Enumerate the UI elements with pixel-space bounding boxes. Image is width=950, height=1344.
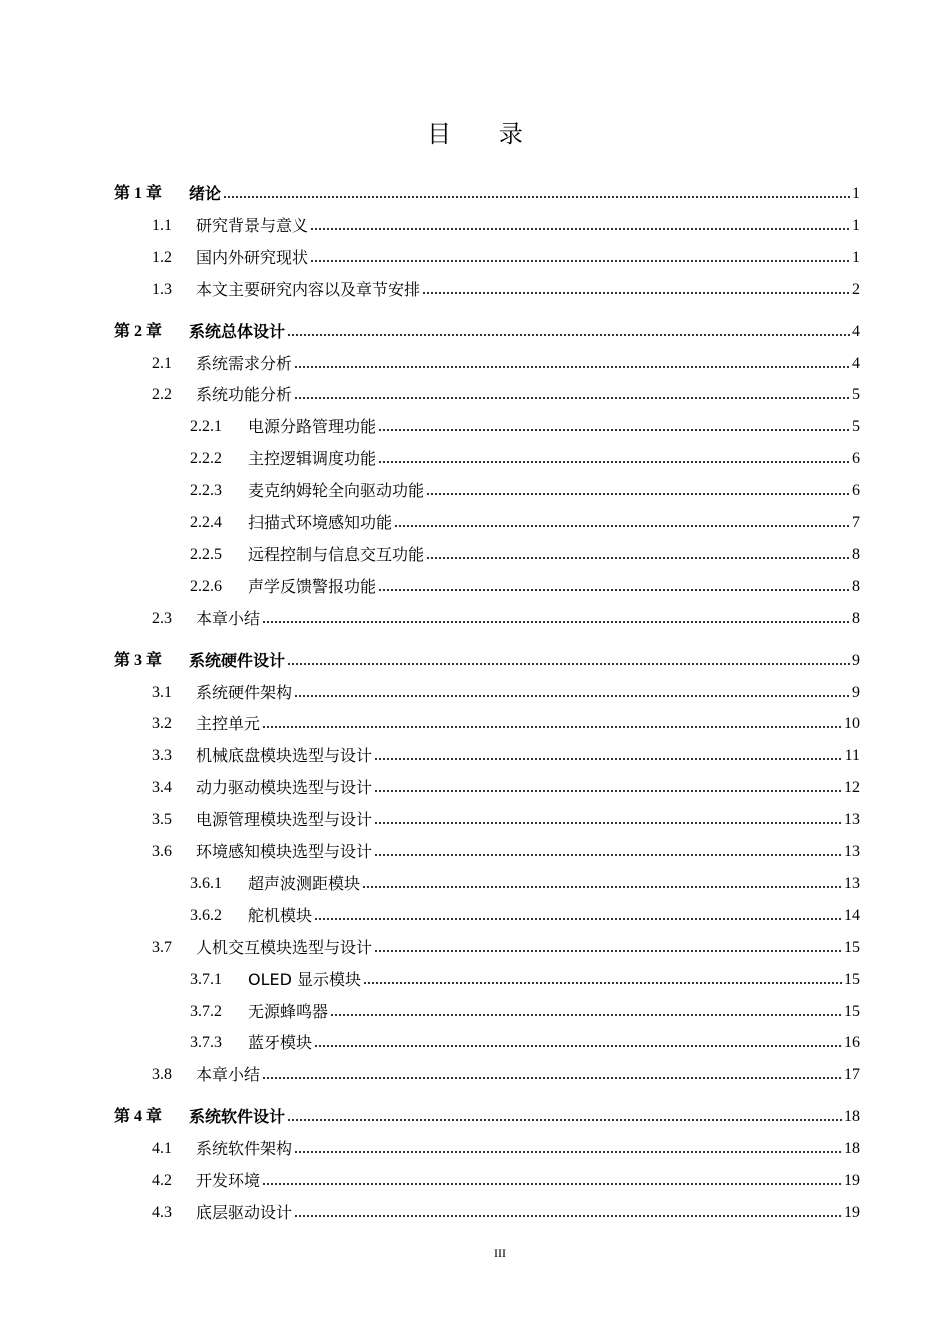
toc-dot-leader xyxy=(223,195,850,199)
toc-entry-section[interactable] xyxy=(152,838,860,866)
toc-entry-number: 2.3 xyxy=(152,609,172,627)
toc-dot-leader xyxy=(262,620,850,624)
toc-entry-sub[interactable] xyxy=(190,413,860,441)
toc-entry-page: 6 xyxy=(852,450,860,468)
toc-dot-leader xyxy=(378,460,850,464)
toc-entry-section[interactable] xyxy=(152,679,860,707)
toc-dot-leader xyxy=(287,333,850,337)
toc-entry-sub[interactable] xyxy=(190,870,860,898)
toc-entry-page: 18 xyxy=(844,1108,860,1126)
toc-entry-sub[interactable] xyxy=(190,998,860,1026)
toc-entry-title: 系统硬件架构 xyxy=(196,682,293,702)
toc-entry-title: 开发环境 xyxy=(196,1171,261,1190)
toc-entry-title: 主控单元 xyxy=(196,714,261,734)
toc-entry-title: 机械底盘模块选型与设计 xyxy=(196,746,373,766)
toc-entry-number: 2.2.5 xyxy=(190,545,222,563)
toc-entry-number: 4.2 xyxy=(152,1172,172,1189)
toc-entry-title: 蓝牙模块 xyxy=(248,1033,313,1053)
toc-entry-number: 3.1 xyxy=(152,683,172,701)
toc-dot-leader xyxy=(426,492,850,496)
toc-entry-number: 2.2.6 xyxy=(190,577,222,595)
toc-entry-title: 系统软件架构 xyxy=(196,1139,293,1159)
toc-entry-page: 5 xyxy=(852,418,860,436)
toc-entry-page: 1 xyxy=(852,216,860,234)
toc-entry-chapter[interactable] xyxy=(114,318,860,346)
toc-entry-number: 3.6 xyxy=(152,843,172,860)
toc-entry-title: 系统软件设计 xyxy=(189,1107,286,1127)
toc-dot-leader xyxy=(294,694,850,698)
toc-entry-page: 13 xyxy=(844,811,860,829)
toc-entry-number: 1.2 xyxy=(152,248,172,266)
toc-entry-chapter[interactable] xyxy=(114,180,860,208)
toc-entry-page: 1 xyxy=(852,185,860,202)
toc-entry-title: 远程控制与信息交互功能 xyxy=(248,544,425,564)
toc-entry-number: 2.2 xyxy=(152,386,172,404)
toc-entry-page: 19 xyxy=(844,1172,860,1189)
toc-dot-leader xyxy=(287,662,850,666)
toc-entry-title: 系统功能分析 xyxy=(196,385,293,405)
toc-entry-number: 第 2 章 xyxy=(114,322,163,340)
toc-entry-sub[interactable] xyxy=(190,902,860,930)
toc-entry-number: 2.2.4 xyxy=(190,514,222,531)
toc-entry-number: 3.7.2 xyxy=(190,1002,222,1020)
toc-dot-leader xyxy=(378,428,850,432)
toc-entry-title: 超声波测距模块 xyxy=(248,873,361,893)
toc-entry-number: 4.1 xyxy=(152,1140,172,1158)
toc-dot-leader xyxy=(374,853,842,857)
toc-dot-leader xyxy=(374,949,842,953)
toc-entry-section[interactable] xyxy=(152,350,860,378)
toc-entry-title: 主控逻辑调度功能 xyxy=(248,449,377,469)
toc-entry-page: 13 xyxy=(844,843,860,860)
toc-entry-page: 18 xyxy=(844,1140,860,1158)
toc-dot-leader xyxy=(294,1214,842,1218)
footer-page-number: III xyxy=(494,1246,506,1260)
toc-dot-leader xyxy=(310,259,850,263)
toc-entry-sub[interactable] xyxy=(190,445,860,473)
toc-entry-section[interactable] xyxy=(152,742,860,770)
toc-entry-page: 8 xyxy=(852,609,860,627)
toc-dot-leader xyxy=(362,885,842,889)
toc-entry-page: 9 xyxy=(852,651,860,669)
toc-entry-page: 6 xyxy=(852,482,860,500)
toc-entry-page: 10 xyxy=(844,715,860,733)
toc-entry-title: 人机交互模块选型与设计 xyxy=(196,937,373,957)
toc-entry-page: 19 xyxy=(844,1203,860,1221)
toc-entry-number: 第 3 章 xyxy=(114,651,163,669)
toc-dot-leader xyxy=(287,1118,842,1122)
toc-entry-title: 研究背景与意义 xyxy=(196,215,309,235)
toc-entry-section[interactable] xyxy=(152,806,860,834)
toc-dot-leader xyxy=(294,396,850,400)
toc-entry-chapter[interactable] xyxy=(114,647,860,675)
toc-dot-leader xyxy=(378,588,850,592)
toc-entry-section[interactable] xyxy=(152,1167,860,1195)
toc-entry-page: 5 xyxy=(852,386,860,404)
toc-entry-page: 14 xyxy=(844,906,860,924)
toc-entry-title: 国内外研究现状 xyxy=(196,247,309,267)
toc-entry-page: 7 xyxy=(852,514,860,531)
toc-entry-page: 11 xyxy=(844,747,860,765)
toc-entry-page: 4 xyxy=(852,354,860,372)
toc-dot-leader xyxy=(374,789,842,793)
toc-entry-section[interactable] xyxy=(152,244,860,272)
toc-dot-leader xyxy=(294,365,850,369)
toc-entry-title: 本章小结 xyxy=(196,608,261,628)
toc-entry-title: 麦克纳姆轮全向驱动功能 xyxy=(248,481,425,501)
toc-entry-number: 3.3 xyxy=(152,747,172,765)
toc-entry-number: 3.7 xyxy=(152,938,172,956)
toc-entry-section[interactable] xyxy=(152,1061,860,1089)
toc-entry-title: 本章小结 xyxy=(196,1065,261,1085)
toc-entry-sub[interactable] xyxy=(190,573,860,601)
toc-dot-leader xyxy=(314,917,842,921)
toc-entry-title: 动力驱动模块选型与设计 xyxy=(196,778,373,798)
toc-entry-page: 2 xyxy=(852,280,860,298)
toc-entry-page: 15 xyxy=(844,1002,860,1020)
toc-dot-leader xyxy=(262,1076,842,1080)
toc-entry-sub[interactable] xyxy=(190,1029,860,1057)
toc-entry-page: 15 xyxy=(844,938,860,956)
toc-entry-title: 无源蜂鸣器 xyxy=(248,1001,329,1021)
toc-dot-leader xyxy=(330,1013,842,1017)
toc-entry-page: 15 xyxy=(844,970,860,988)
toc-entry-section[interactable] xyxy=(152,212,860,240)
toc-dot-leader xyxy=(422,291,850,295)
toc-entry-title: 舵机模块 xyxy=(248,905,313,925)
toc-entry-page: 16 xyxy=(844,1034,860,1052)
page-title-char: 录 xyxy=(498,120,523,148)
toc-entry-sub[interactable] xyxy=(190,966,860,994)
toc-entry-number: 1.3 xyxy=(152,280,172,298)
toc-entry-title: 扫描式环境感知功能 xyxy=(248,513,393,532)
toc-entry-title: 底层驱动设计 xyxy=(196,1202,293,1222)
toc-entry-page: 12 xyxy=(844,779,860,797)
toc-entry-page: 8 xyxy=(852,577,860,595)
toc-entry-number: 2.2.2 xyxy=(190,450,222,468)
toc-entry-sub[interactable] xyxy=(190,477,860,505)
toc-entry-section[interactable] xyxy=(152,710,860,738)
toc-entry-title: 电源分路管理功能 xyxy=(248,417,377,437)
toc-entry-number: 3.2 xyxy=(152,715,172,733)
toc-entry-title: 系统硬件设计 xyxy=(189,650,286,670)
toc-entry-chapter[interactable] xyxy=(114,1103,860,1131)
page-title-char: 目 xyxy=(427,120,452,148)
toc-entry-number: 第 4 章 xyxy=(114,1108,163,1126)
toc-entry-number: 第 1 章 xyxy=(114,185,163,202)
toc-entry-page: 4 xyxy=(852,322,860,340)
toc-entry-number: 3.6.1 xyxy=(190,874,222,892)
toc-entry-section[interactable] xyxy=(152,1199,860,1227)
toc-entry-section[interactable] xyxy=(152,276,860,304)
toc-entry-title: 声学反馈警报功能 xyxy=(248,576,377,596)
toc-entry-number: 2.1 xyxy=(152,354,172,372)
toc-entry-section[interactable] xyxy=(152,605,860,633)
toc-entry-title: 环境感知模块选型与设计 xyxy=(196,842,373,861)
toc-dot-leader xyxy=(394,524,850,528)
toc-entry-section[interactable] xyxy=(152,1135,860,1163)
toc-entry-number: 3.7.1 xyxy=(190,970,222,988)
toc-dot-leader xyxy=(374,757,843,761)
toc-dot-leader xyxy=(363,981,842,985)
toc-entry-page: 13 xyxy=(844,874,860,892)
toc-entry-page: 9 xyxy=(852,683,860,701)
toc-dot-leader xyxy=(374,821,842,825)
toc-dot-leader xyxy=(262,1182,842,1186)
toc-entry-title: 电源管理模块选型与设计 xyxy=(196,810,373,830)
toc-dot-leader xyxy=(310,227,850,231)
toc-entry-number: 3.8 xyxy=(152,1066,172,1084)
toc-entry-page: 17 xyxy=(844,1066,860,1084)
toc-entry-section[interactable] xyxy=(152,934,860,962)
toc-entry-page: 1 xyxy=(852,248,860,266)
toc-entry-title: 系统需求分析 xyxy=(196,353,293,373)
toc-entry-number: 2.2.1 xyxy=(190,418,222,436)
toc-entry-section[interactable] xyxy=(152,774,860,802)
toc-entry-number: 3.6.2 xyxy=(190,906,222,924)
toc-entry-section[interactable] xyxy=(152,381,860,409)
toc-entry-sub[interactable] xyxy=(190,541,860,569)
toc-entry-title: OLED 显示模块 xyxy=(248,969,362,989)
toc-entry-title: 本文主要研究内容以及章节安排 xyxy=(196,279,421,299)
toc-dot-leader xyxy=(294,1150,842,1154)
toc-entry-number: 2.2.3 xyxy=(190,482,222,500)
toc-entry-number: 3.7.3 xyxy=(190,1034,222,1052)
toc-entry-number: 1.1 xyxy=(152,216,172,234)
toc-entry-page: 8 xyxy=(852,545,860,563)
toc-entry-title: 系统总体设计 xyxy=(189,321,286,341)
toc-entry-number: 3.5 xyxy=(152,811,172,829)
toc-entry-title: 绪论 xyxy=(189,184,222,203)
toc-entry-sub[interactable] xyxy=(190,509,860,537)
toc-dot-leader xyxy=(426,556,850,560)
toc-dot-leader xyxy=(262,725,842,729)
toc-entry-number: 3.4 xyxy=(152,779,172,797)
toc-entry-number: 4.3 xyxy=(152,1203,172,1221)
toc-dot-leader xyxy=(314,1044,842,1048)
